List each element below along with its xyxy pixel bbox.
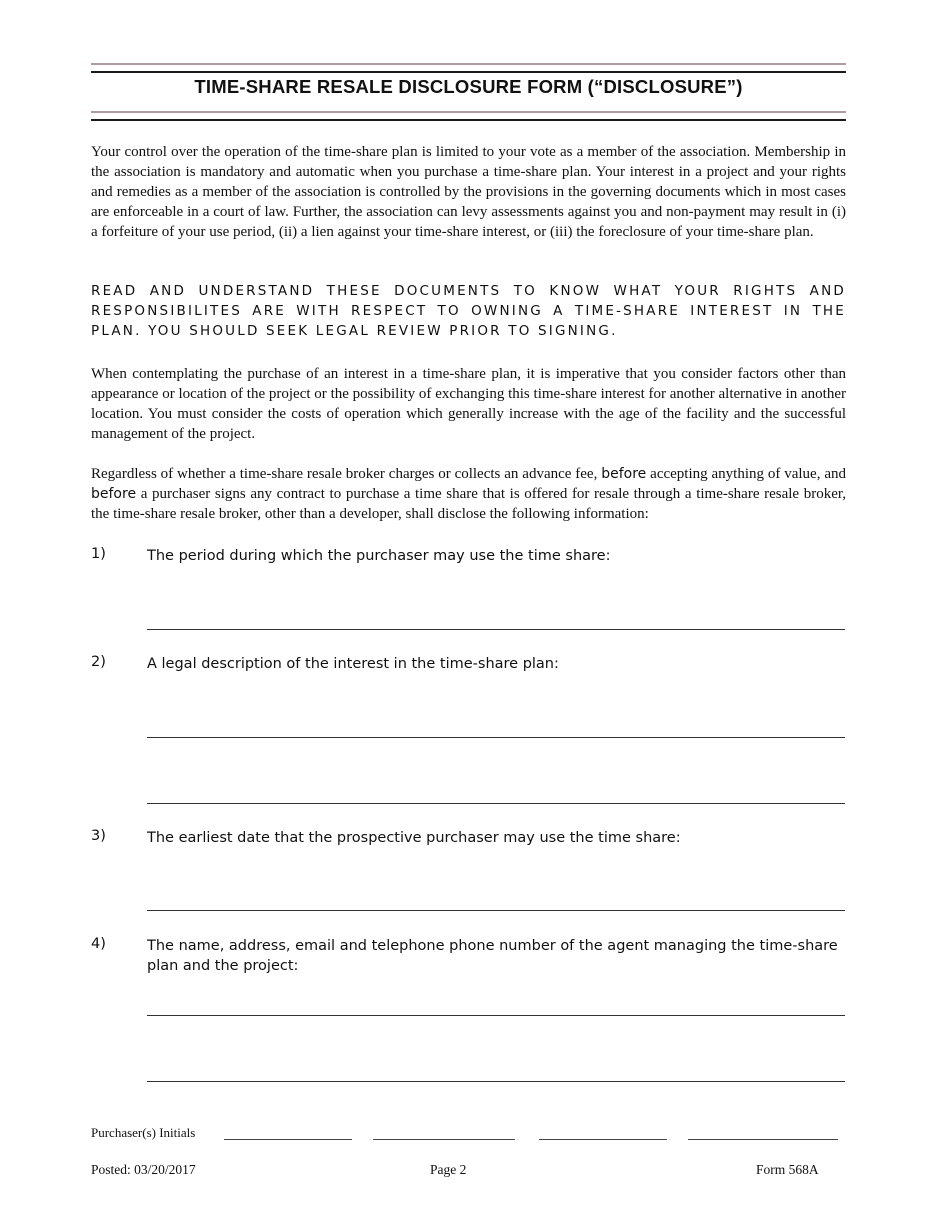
initials-line[interactable] — [224, 1139, 352, 1140]
initials-line[interactable] — [373, 1139, 515, 1140]
item-question: A legal description of the interest in the time-share plan: — [147, 656, 559, 672]
item-number: 1) — [91, 546, 106, 562]
legal-warning: READ AND UNDERSTAND THESE DOCUMENTS TO KNOW WHAT YOUR RIGHTS AND RESPONSIBILITES ARE WITH RESPECT TO OWNING A TIME-SHARE INTEREST IN THE PLAN. YOU SHOULD SEEK LEGAL REVIEW PRIOR TO SIGNING. — [91, 283, 846, 339]
answer-line[interactable] — [147, 1081, 845, 1082]
initials-label: Purchaser(s) Initials — [91, 1125, 196, 1140]
answer-line[interactable] — [147, 803, 845, 804]
emphasis-before: before — [601, 466, 647, 482]
posted-date: Posted: 03/20/2017 — [91, 1162, 196, 1177]
answer-line[interactable] — [147, 910, 845, 911]
answer-line[interactable] — [147, 629, 845, 630]
bottom-divider-thick — [91, 119, 846, 121]
item-question: The period during which the purchaser may use the time share: — [147, 548, 611, 564]
item-number: 4) — [91, 936, 106, 952]
form-number: Form 568A — [756, 1162, 819, 1177]
broker-disclosure-paragraph: Regardless of whether a time-share resale broker charges or collects an advance fee, before accepting anything of value, and before a purchaser signs any contract to purchase a time share that is offered for resale through a time-share resale broker, the time-share resale broker, other than a developer, shall disclose the following information: — [91, 466, 846, 522]
item-question: The name, address, email and telephone phone number of the agent managing the time-share plan and the project: — [147, 938, 838, 974]
item-number: 3) — [91, 828, 106, 844]
emphasis-before: before — [91, 486, 137, 502]
top-divider-thin — [91, 63, 846, 65]
item-number: 2) — [91, 654, 106, 670]
answer-line[interactable] — [147, 1015, 845, 1016]
initials-line[interactable] — [539, 1139, 667, 1140]
intro-paragraph: Your control over the operation of the time-share plan is limited to your vote as a member of the association. Membership in the association is mandatory and automatic when you purchase a time-share plan. Your interest in a project and your rights and remedies as a member of the association is controlled by the provisions in the governing documents which in most cases are enforceable in a court of law. Further, the association can levy assessments against you and non-payment may result in (i) a forfeiture of your use period, (ii) a lien against your time-share interest, or (iii) the foreclosure of your time-share plan. — [91, 144, 846, 240]
item-question: The earliest date that the prospective purchaser may use the time share: — [147, 830, 681, 846]
top-divider-thick — [91, 71, 846, 73]
bottom-divider-thin — [91, 111, 846, 113]
page-number: Page 2 — [430, 1162, 467, 1177]
contemplation-paragraph: When contemplating the purchase of an interest in a time-share plan, it is imperative that you consider factors other than appearance or location of the project or the possibility of exchanging this time-share interest for another alternative in another location. You must consider the costs of operation which generally increase with the age of the facility and the successful management of the project. — [91, 366, 846, 442]
initials-line[interactable] — [688, 1139, 838, 1140]
page-title: TIME-SHARE RESALE DISCLOSURE FORM (“DISCLOSURE”) — [194, 76, 743, 97]
answer-line[interactable] — [147, 737, 845, 738]
